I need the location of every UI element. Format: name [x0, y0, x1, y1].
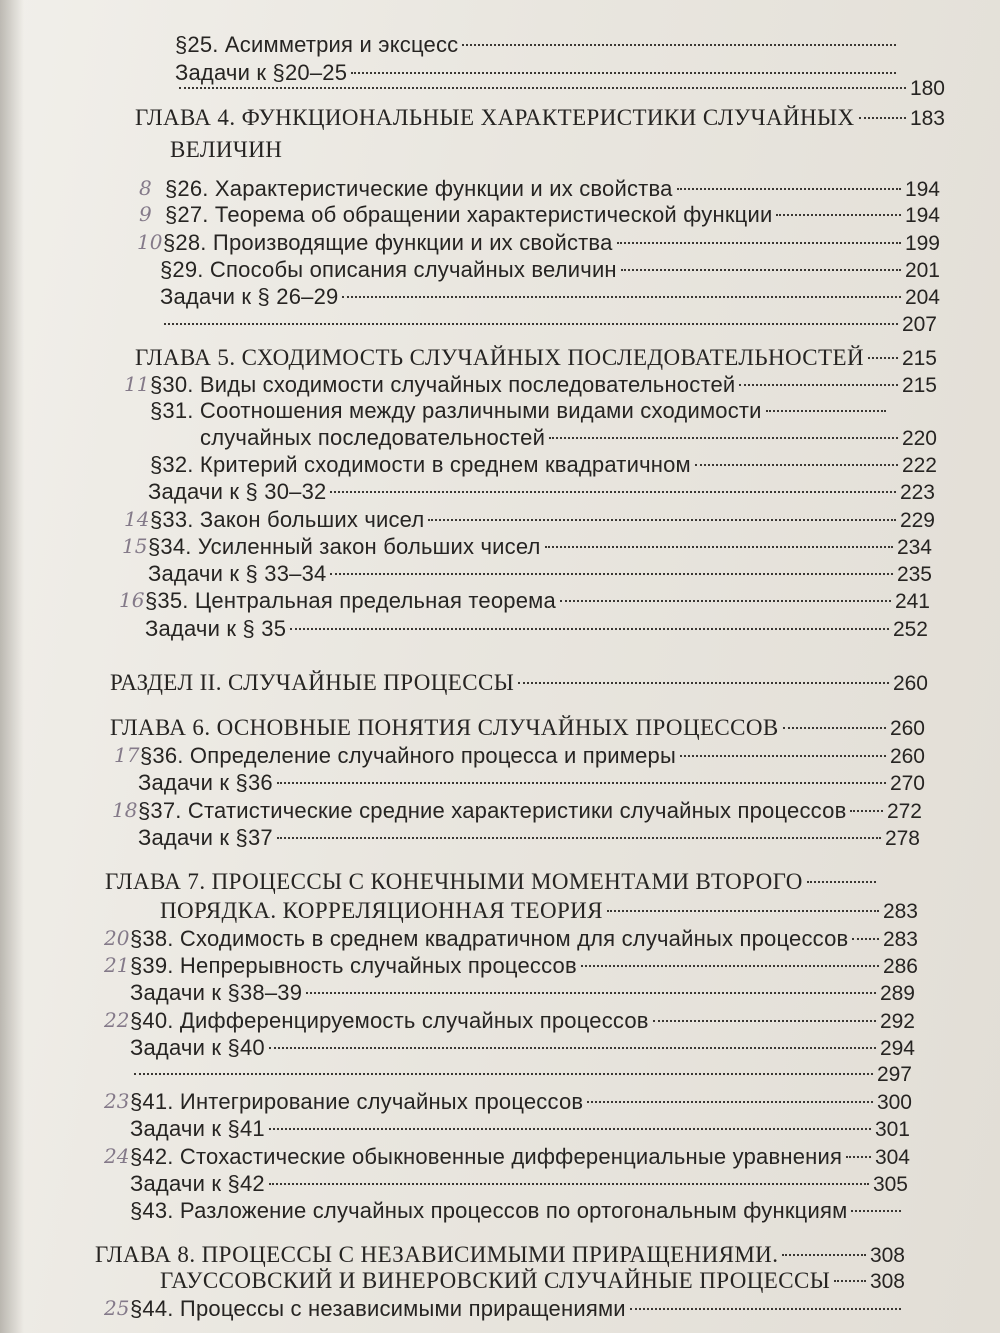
toc-entry	[130, 1294, 905, 1324]
section-title: §28. Производящие функции и их свойства	[163, 230, 613, 255]
leader-dots	[587, 1101, 873, 1103]
leader-dots	[518, 682, 889, 684]
toc-entry	[160, 282, 940, 312]
page-number: 304	[874, 1146, 910, 1169]
handwritten-mark: 15	[122, 534, 148, 558]
handwritten-mark: 24	[104, 1144, 130, 1168]
toc-entry	[130, 1006, 915, 1036]
handwritten-mark: 23	[104, 1089, 130, 1113]
leader-dots	[164, 323, 898, 325]
toc-row	[130, 1114, 910, 1145]
leader-dots	[342, 296, 901, 298]
section-title: §33. Закон больших чисел	[150, 507, 425, 532]
page-number: 222	[901, 454, 937, 477]
page-number: 204	[904, 286, 940, 309]
chapter-title: ГЛАВА 7. ПРОЦЕССЫ С КОНЕЧНЫМИ МОМЕНТАМИ ВТОРОГО	[105, 869, 803, 894]
toc-entry	[160, 255, 940, 285]
toc-row	[175, 30, 900, 60]
page-number: 199	[904, 232, 940, 255]
section-title: §29. Способы описания случайных величин	[160, 257, 617, 282]
leader-dots	[290, 628, 889, 630]
chapter-title: ВЕЛИЧИН	[170, 137, 283, 162]
page-number: 308	[869, 1270, 905, 1293]
leader-dots	[868, 357, 898, 359]
problems-title: Задачи к § 33–34	[148, 561, 327, 586]
toc-row	[175, 74, 945, 104]
toc-row	[160, 282, 940, 313]
leader-dots	[850, 810, 883, 812]
page-number: 229	[899, 509, 935, 532]
chapter-title: РАЗДЕЛ II. СЛУЧАЙНЫЕ ПРОЦЕССЫ	[110, 670, 515, 695]
toc-row	[130, 1294, 905, 1324]
section-title: §43. Разложение случайных процессов по ортогональным функциям	[130, 1198, 848, 1223]
toc-entry	[135, 343, 937, 373]
toc-entry	[130, 1142, 910, 1172]
leader-dots	[783, 727, 886, 729]
section-title: случайных последовательностей	[200, 425, 546, 450]
section-title: §31. Соотношения между различными видами сходимости	[150, 398, 762, 423]
leader-dots	[630, 1308, 901, 1310]
toc-row	[135, 103, 945, 134]
toc-row	[160, 1266, 905, 1297]
chapter-title: ГЛАВА 5. СХОДИМОСТЬ СЛУЧАЙНЫХ ПОСЛЕДОВАТЕЛЬНОСТЕЙ	[135, 345, 864, 370]
toc-entry	[165, 200, 940, 230]
chapter-title: ГАУССОВСКИЙ И ВИНЕРОВСКИЙ СЛУЧАЙНЫЕ ПРОЦЕССЫ	[160, 1268, 831, 1293]
handwritten-mark: 8	[139, 176, 152, 200]
toc-entry	[105, 867, 880, 897]
toc-entry	[135, 103, 945, 133]
toc-row	[170, 135, 282, 165]
toc-row	[165, 200, 940, 231]
handwritten-mark: 16	[119, 588, 145, 612]
page-number: 194	[904, 178, 940, 201]
handwritten-mark: 17	[114, 743, 140, 767]
leader-dots	[677, 188, 901, 190]
page-number: 297	[876, 1063, 912, 1086]
section-title: §38. Сходимость в среднем квадратичном для случайных процессов	[130, 926, 849, 951]
page-number: 220	[901, 427, 937, 450]
toc-entry	[130, 1196, 905, 1226]
handwritten-mark: 18	[112, 798, 138, 822]
section-title: §25. Асимметрия и эксцесс	[175, 32, 459, 57]
toc-entry	[130, 1114, 910, 1144]
toc-entry	[150, 396, 890, 426]
page-number: 241	[894, 590, 930, 613]
toc-entry	[110, 713, 925, 743]
section-title: §40. Дифференцируемость случайных процессов	[130, 1008, 649, 1033]
page-number: 272	[886, 800, 922, 823]
page-number: 289	[879, 982, 915, 1005]
toc-row	[145, 586, 930, 617]
toc-row	[150, 396, 890, 426]
section-title: §41. Интегрирование случайных процессов	[130, 1089, 584, 1114]
page-number: 260	[892, 672, 928, 695]
handwritten-mark: 9	[139, 202, 152, 226]
section-title: §39. Непрерывность случайных процессов	[130, 953, 577, 978]
page-number: 215	[901, 347, 937, 370]
page-number: 301	[874, 1118, 910, 1141]
handwritten-mark: 10	[137, 230, 163, 254]
leader-dots	[695, 464, 898, 466]
toc-row	[145, 614, 928, 645]
leader-dots	[549, 437, 898, 439]
leader-dots	[560, 600, 891, 602]
toc-row	[130, 1060, 912, 1090]
leader-dots	[269, 1047, 876, 1049]
toc-row	[148, 477, 935, 508]
page-number: 223	[899, 481, 935, 504]
page-number: 283	[882, 928, 918, 951]
chapter-title: ГЛАВА 4. ФУНКЦИОНАЛЬНЫЕ ХАРАКТЕРИСТИКИ СЛУЧАЙНЫХ	[135, 105, 855, 130]
problems-title: Задачи к §36	[138, 770, 273, 795]
page-number: 308	[869, 1244, 905, 1267]
leader-dots	[851, 1210, 901, 1212]
toc-entry	[130, 1169, 908, 1199]
toc-row	[130, 1196, 905, 1226]
problems-title: Задачи к §38–39	[130, 980, 303, 1005]
toc-row	[138, 823, 920, 854]
leader-dots	[545, 546, 893, 548]
section-title: §32. Критерий сходимости в среднем квадратичном	[150, 452, 691, 477]
leader-dots	[607, 910, 879, 912]
handwritten-mark: 21	[104, 953, 130, 977]
toc-row	[160, 310, 937, 340]
section-title: §42. Стохастические обыкновенные дифференциальные уравнения	[130, 1144, 843, 1169]
leader-dots	[277, 837, 881, 839]
toc-entry	[130, 951, 918, 981]
toc-row	[105, 867, 880, 897]
page-number: 260	[889, 745, 925, 768]
toc-entry	[175, 30, 900, 60]
toc-entry	[163, 228, 940, 258]
toc-entry	[110, 668, 928, 698]
page-number: 252	[892, 618, 928, 641]
handwritten-mark: 20	[104, 926, 130, 950]
leader-dots	[462, 44, 896, 46]
problems-title: Задачи к § 26–29	[160, 284, 339, 309]
leader-dots	[134, 1073, 873, 1075]
leader-dots	[859, 117, 906, 119]
leader-dots	[782, 1254, 866, 1256]
leader-dots	[834, 1280, 866, 1282]
toc-entry	[138, 768, 925, 798]
problems-title: Задачи к § 35	[145, 616, 287, 641]
section-title: §35. Центральная предельная теорема	[145, 588, 556, 613]
toc-row	[160, 896, 918, 927]
page-number: 292	[879, 1010, 915, 1033]
toc-entry	[130, 1033, 915, 1063]
leader-dots	[581, 965, 879, 967]
toc-entry	[150, 450, 937, 480]
toc-entry	[170, 135, 282, 165]
problems-title: Задачи к §20–25	[175, 60, 348, 85]
page-number: 260	[889, 717, 925, 740]
leader-dots	[428, 519, 896, 521]
handwritten-mark: 22	[104, 1008, 130, 1032]
section-title: §34. Усиленный закон больших чисел	[148, 534, 541, 559]
toc-entry	[148, 532, 932, 562]
page-number: 180	[909, 77, 945, 100]
page-number: 235	[896, 563, 932, 586]
page-number: 215	[901, 374, 937, 397]
toc-row	[138, 768, 925, 799]
problems-title: Задачи к §40	[130, 1035, 265, 1060]
toc-entry	[138, 823, 920, 853]
leader-dots	[330, 491, 896, 493]
handwritten-mark: 25	[104, 1296, 130, 1320]
leader-dots	[739, 384, 898, 386]
toc-entry	[130, 978, 915, 1008]
leader-dots	[807, 881, 876, 883]
toc-entry	[160, 896, 918, 926]
section-title: §36. Определение случайного процесса и примеры	[140, 743, 677, 768]
leader-dots	[617, 242, 901, 244]
leader-dots	[776, 214, 901, 216]
leader-dots	[330, 573, 893, 575]
page-number: 194	[904, 204, 940, 227]
handwritten-mark: 11	[124, 372, 150, 396]
toc-entry	[145, 586, 930, 616]
page-number: 294	[879, 1037, 915, 1060]
toc-entry	[130, 1087, 912, 1117]
toc-entry	[138, 796, 922, 826]
leader-dots	[179, 87, 906, 89]
toc-entry	[130, 1060, 912, 1090]
problems-title: Задачи к §41	[130, 1116, 265, 1141]
page-number: 201	[904, 259, 940, 282]
chapter-title: ГЛАВА 8. ПРОЦЕССЫ С НЕЗАВИСИМЫМИ ПРИРАЩЕНИЯМИ.	[95, 1242, 779, 1267]
page-number: 300	[876, 1091, 912, 1114]
problems-title: Задачи к §37	[138, 825, 273, 850]
toc-entry	[175, 74, 945, 104]
page-number: 286	[882, 955, 918, 978]
leader-dots	[852, 938, 879, 940]
toc-row	[110, 668, 928, 699]
handwritten-mark: 14	[124, 507, 150, 531]
section-title: §37. Статистические средние характеристики случайных процессов	[138, 798, 847, 823]
toc-entry	[160, 1266, 905, 1296]
leader-dots	[306, 992, 876, 994]
chapter-title: ПОРЯДКА. КОРРЕЛЯЦИОННАЯ ТЕОРИЯ	[160, 898, 603, 923]
page-number: 305	[872, 1173, 908, 1196]
toc-entry	[148, 477, 935, 507]
section-title: §30. Виды сходимости случайных последовательностей	[150, 372, 736, 397]
section-title: §44. Процессы с независимыми приращениями	[130, 1296, 626, 1321]
page-gutter-shadow	[0, 0, 24, 1333]
page-number: 278	[884, 827, 920, 850]
page-number: 283	[882, 900, 918, 923]
page-number: 183	[909, 107, 945, 130]
page-number: 207	[901, 313, 937, 336]
toc-row	[130, 978, 915, 1009]
leader-dots	[653, 1020, 876, 1022]
toc-entry	[148, 559, 932, 589]
problems-title: Задачи к § 30–32	[148, 479, 327, 504]
problems-title: Задачи к §42	[130, 1171, 265, 1196]
chapter-title: ГЛАВА 6. ОСНОВНЫЕ ПОНЯТИЯ СЛУЧАЙНЫХ ПРОЦЕССОВ	[110, 715, 779, 740]
leader-dots	[680, 755, 886, 757]
leader-dots	[269, 1128, 871, 1130]
section-title: §26. Характеристические функции и их свойства	[165, 176, 673, 201]
leader-dots	[269, 1183, 869, 1185]
toc-entry	[140, 741, 925, 771]
page-number: 270	[889, 772, 925, 795]
page-number: 234	[896, 536, 932, 559]
leader-dots	[277, 782, 886, 784]
toc-entry	[150, 505, 935, 535]
section-title: §27. Теорема об обращении характеристической функции	[165, 202, 773, 227]
toc-entry	[145, 614, 928, 644]
leader-dots	[846, 1156, 871, 1158]
toc-entry	[200, 423, 937, 453]
toc-entry	[130, 924, 918, 954]
leader-dots	[621, 269, 901, 271]
toc-row	[110, 713, 925, 744]
toc-entry	[160, 310, 937, 340]
leader-dots	[766, 410, 886, 412]
